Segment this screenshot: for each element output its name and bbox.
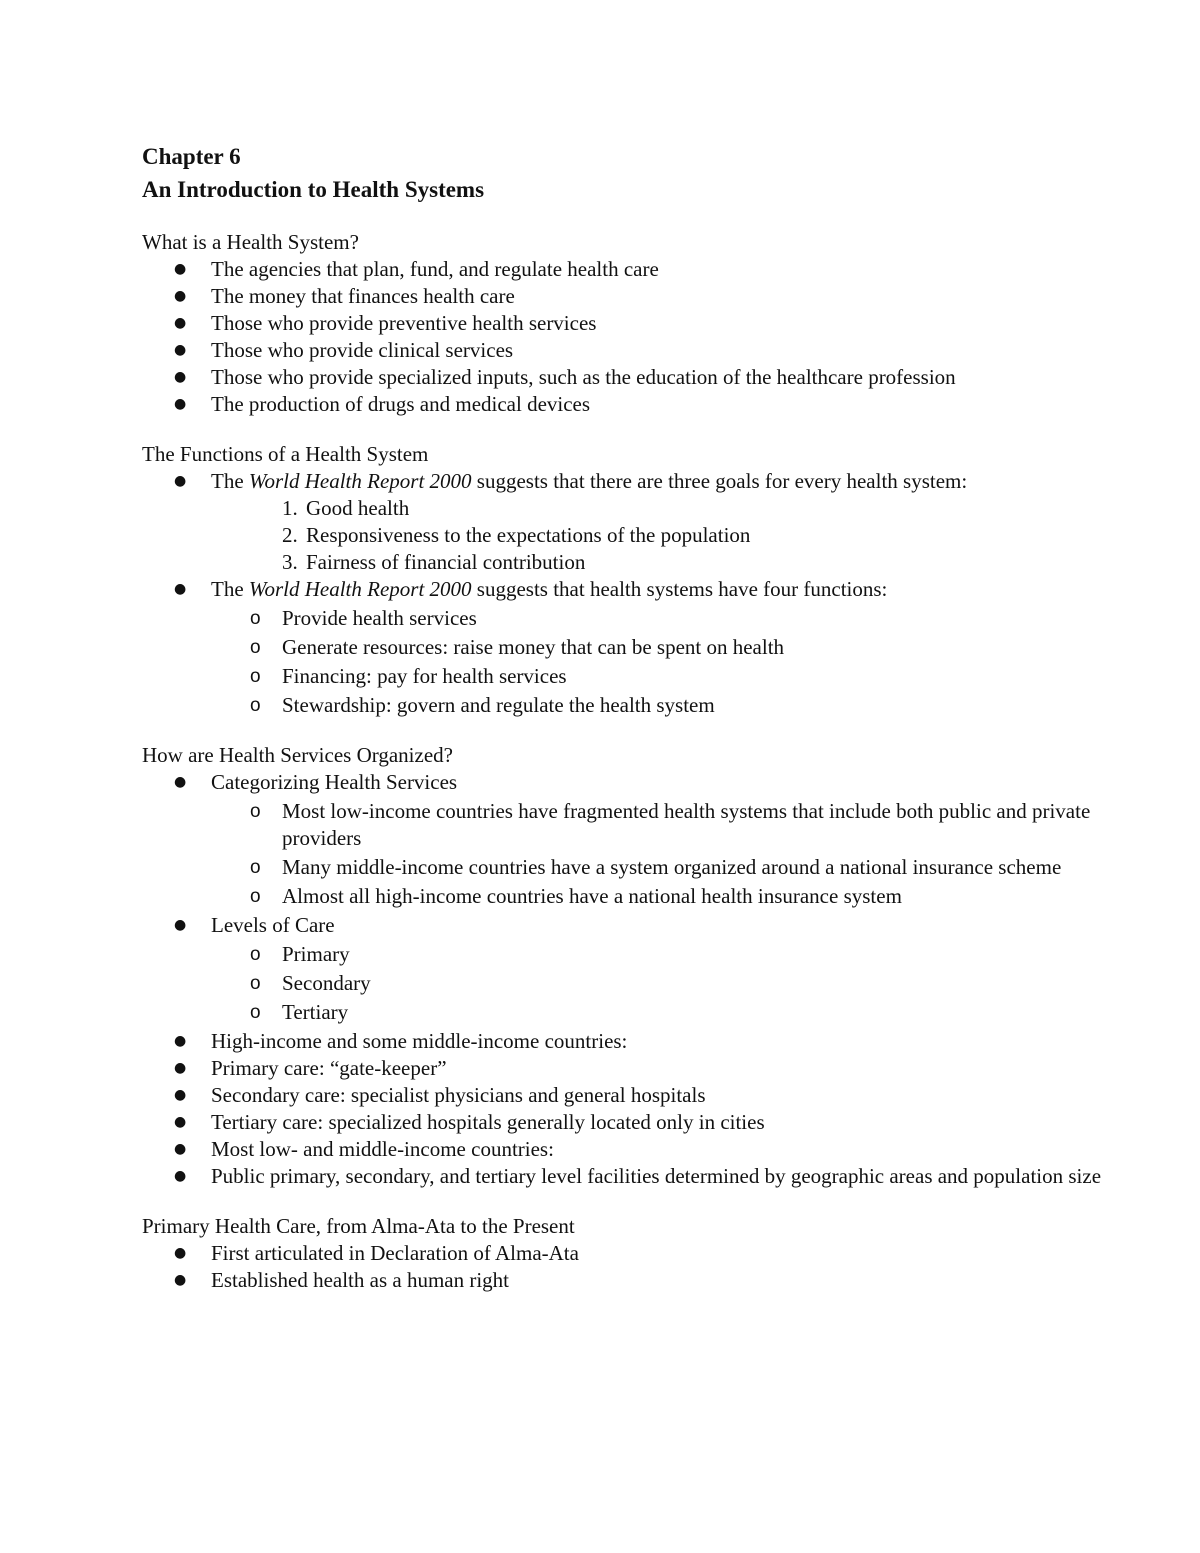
list-item: o Almost all high-income countries have a national health insurance system [282, 883, 1102, 910]
list-item: ● Those who provide preventive health services [211, 310, 1102, 337]
list-item: ● First articulated in Declaration of Alma-Ata [211, 1240, 1102, 1267]
numbered-list [211, 495, 1102, 576]
report-title: World Health Report 2000 [248, 469, 472, 493]
report-title: World Health Report 2000 [248, 577, 472, 601]
section-title: The Functions of a Health System [142, 442, 429, 466]
list-item [211, 576, 1102, 719]
list-item-text: Fairness of financial contribution [306, 550, 586, 574]
list-item: ● Most low- and middle-income countries: [211, 1136, 1102, 1163]
list-item-text: Levels of Care [211, 913, 335, 937]
list-item: o Tertiary [282, 999, 1102, 1026]
list-number: 2. [282, 523, 298, 547]
section-title: Primary Health Care, from Alma-Ata to the Present [142, 1214, 575, 1238]
list-item-text: Responsiveness to the expectations of the population [306, 523, 751, 547]
text-run: The [211, 469, 249, 493]
section-title: What is a Health System? [142, 230, 359, 254]
list-item: o Stewardship: govern and regulate the health system [282, 692, 1102, 719]
section-primary-health-care [142, 1213, 1102, 1294]
section-what-is-health-system [142, 229, 1102, 418]
list-item: ● Those who provide specialized inputs, such as the education of the healthcare profession [211, 364, 1102, 391]
list-item: ● Primary care: “gate-keeper” [211, 1055, 1102, 1082]
list-item: o Most low-income countries have fragmented health systems that include both public and private providers [282, 798, 1102, 852]
section-functions [142, 441, 1102, 719]
list-item: ● The agencies that plan, fund, and regulate health care [211, 256, 1102, 283]
text-run: The [211, 577, 249, 601]
list-item [282, 522, 1102, 549]
bullet-list [142, 468, 1102, 719]
list-number: 3. [282, 550, 298, 574]
list-item: ● High-income and some middle-income countries: [211, 1028, 1102, 1055]
list-item: ● The money that finances health care [211, 283, 1102, 310]
list-item [211, 769, 1102, 910]
list-item: o Provide health services [282, 605, 1102, 632]
list-item-text: Categorizing Health Services [211, 770, 458, 794]
list-item: o Secondary [282, 970, 1102, 997]
bullet-list [142, 1240, 1102, 1294]
document-page [142, 140, 1102, 1294]
list-number: 1. [282, 496, 298, 520]
list-item: ● Established health as a human right [211, 1267, 1102, 1294]
chapter-label: Chapter 6 [142, 144, 241, 169]
list-item [211, 468, 1102, 576]
bullet-list [142, 769, 1102, 1190]
section-title: How are Health Services Organized? [142, 743, 453, 767]
list-item: ● Public primary, secondary, and tertiary level facilities determined by geographic areas and population size [211, 1163, 1102, 1190]
section-organization [142, 742, 1102, 1190]
list-item: ● The production of drugs and medical devices [211, 391, 1102, 418]
document-header [142, 140, 1102, 206]
list-item [211, 912, 1102, 1026]
list-item: ● Secondary care: specialist physicians and general hospitals [211, 1082, 1102, 1109]
sub-list [211, 798, 1102, 910]
list-item: ● Those who provide clinical services [211, 337, 1102, 364]
sub-list [211, 605, 1102, 719]
list-item-text: Good health [306, 496, 410, 520]
text-run: suggests that there are three goals for every health system: [471, 469, 968, 493]
list-item [282, 549, 1102, 576]
list-item: ● Tertiary care: specialized hospitals generally located only in cities [211, 1109, 1102, 1136]
list-item: o Many middle-income countries have a system organized around a national insurance scheme [282, 854, 1102, 881]
text-run: suggests that health systems have four functions: [471, 577, 888, 601]
list-item: o Primary [282, 941, 1102, 968]
list-item: o Generate resources: raise money that can be spent on health [282, 634, 1102, 661]
sub-list [211, 941, 1102, 1026]
list-item: o Financing: pay for health services [282, 663, 1102, 690]
bullet-list [142, 256, 1102, 418]
list-item [282, 495, 1102, 522]
chapter-title: An Introduction to Health Systems [142, 177, 485, 202]
